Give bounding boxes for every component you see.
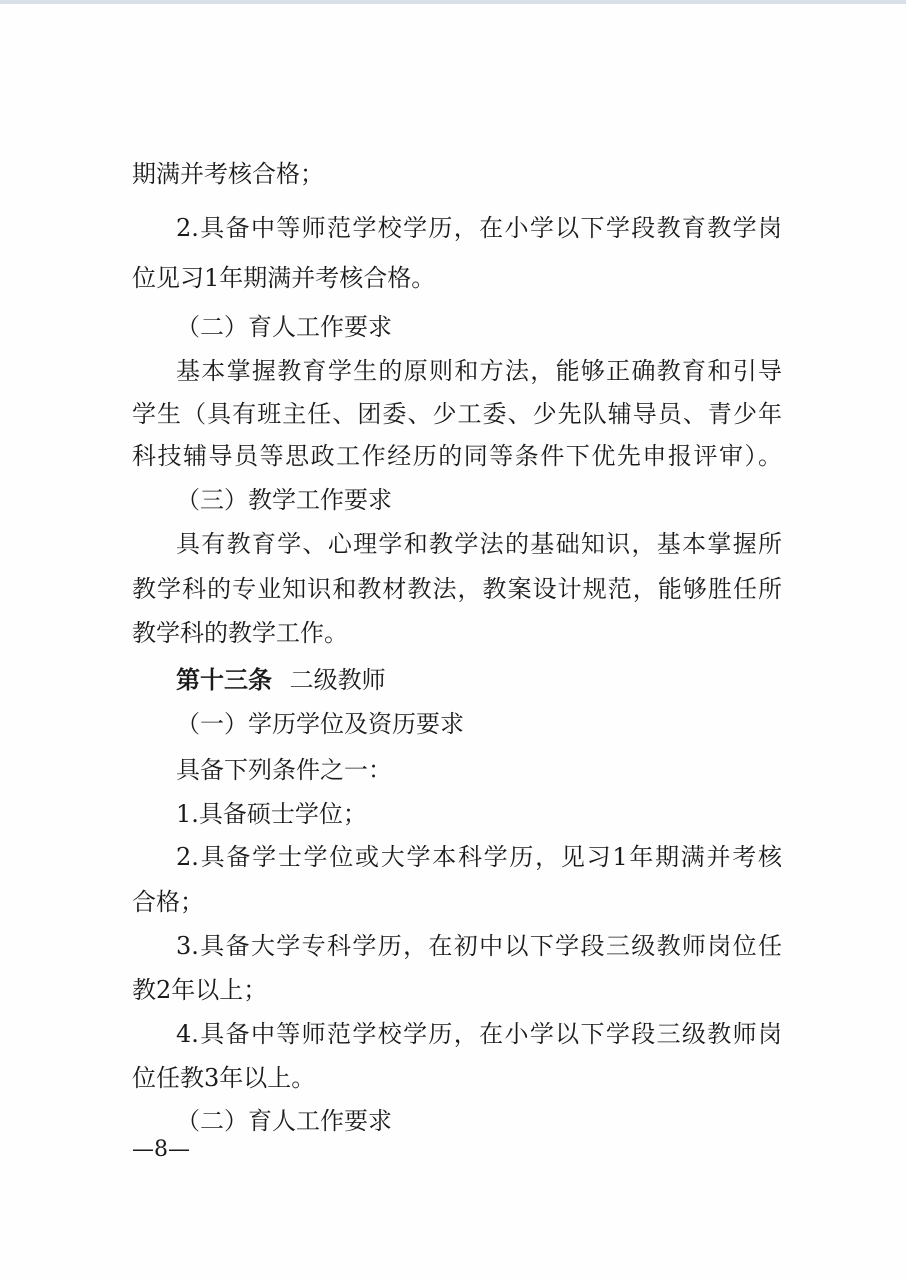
section-heading-qualification: （一）学历学位及资历要求	[176, 710, 464, 738]
section-heading-education-work: （二）育人工作要求	[176, 313, 392, 341]
article-title: 二级教师	[289, 666, 386, 694]
text-line-19: 教2年以上；	[132, 976, 268, 1004]
text-line-17: 合格；	[132, 888, 204, 916]
text-line-10: 教学科的专业知识和教材教法，教案设计规范，能够胜任所	[132, 575, 782, 603]
text-line-14: 具备下列条件之一：	[176, 756, 392, 784]
text-line-6: 学生（具有班主任、团委、少工委、少先队辅导员、青少年	[132, 400, 782, 428]
article-heading	[176, 666, 386, 694]
text-line-15: 1.具备硕士学位；	[176, 800, 367, 828]
text-line-20: 4.具备中等师范学校学历，在小学以下学段三级教师岗	[176, 1020, 782, 1048]
page-number: —8—	[132, 1137, 190, 1162]
text-line-2: 2.具备中等师范学校学历，在小学以下学段教育教学岗	[176, 214, 782, 242]
text-line-5: 基本掌握教育学生的原则和方法，能够正确教育和引导	[176, 357, 782, 385]
section-heading-teaching-work: （三）教学工作要求	[176, 486, 392, 514]
text-line-3: 位见习1年期满并考核合格。	[132, 264, 436, 292]
text-line-16: 2.具备学士学位或大学本科学历，见习1年期满并考核	[176, 843, 782, 871]
scan-edge	[0, 0, 906, 4]
text-line-11: 教学科的教学工作。	[132, 619, 348, 647]
text-line-21: 位任教3年以上。	[132, 1064, 316, 1092]
text-line-18: 3.具备大学专科学历，在初中以下学段三级教师岗位任	[176, 932, 782, 960]
article-number: 第十三条	[176, 665, 272, 694]
text-line-9: 具有教育学、心理学和教学法的基础知识，基本掌握所	[176, 530, 782, 558]
text-line-7: 科技辅导员等思政工作经历的同等条件下优先申报评审）。	[132, 442, 782, 470]
section-heading-education-work-2: （二）育人工作要求	[176, 1107, 392, 1135]
text-line-1: 期满并考核合格；	[132, 160, 324, 188]
